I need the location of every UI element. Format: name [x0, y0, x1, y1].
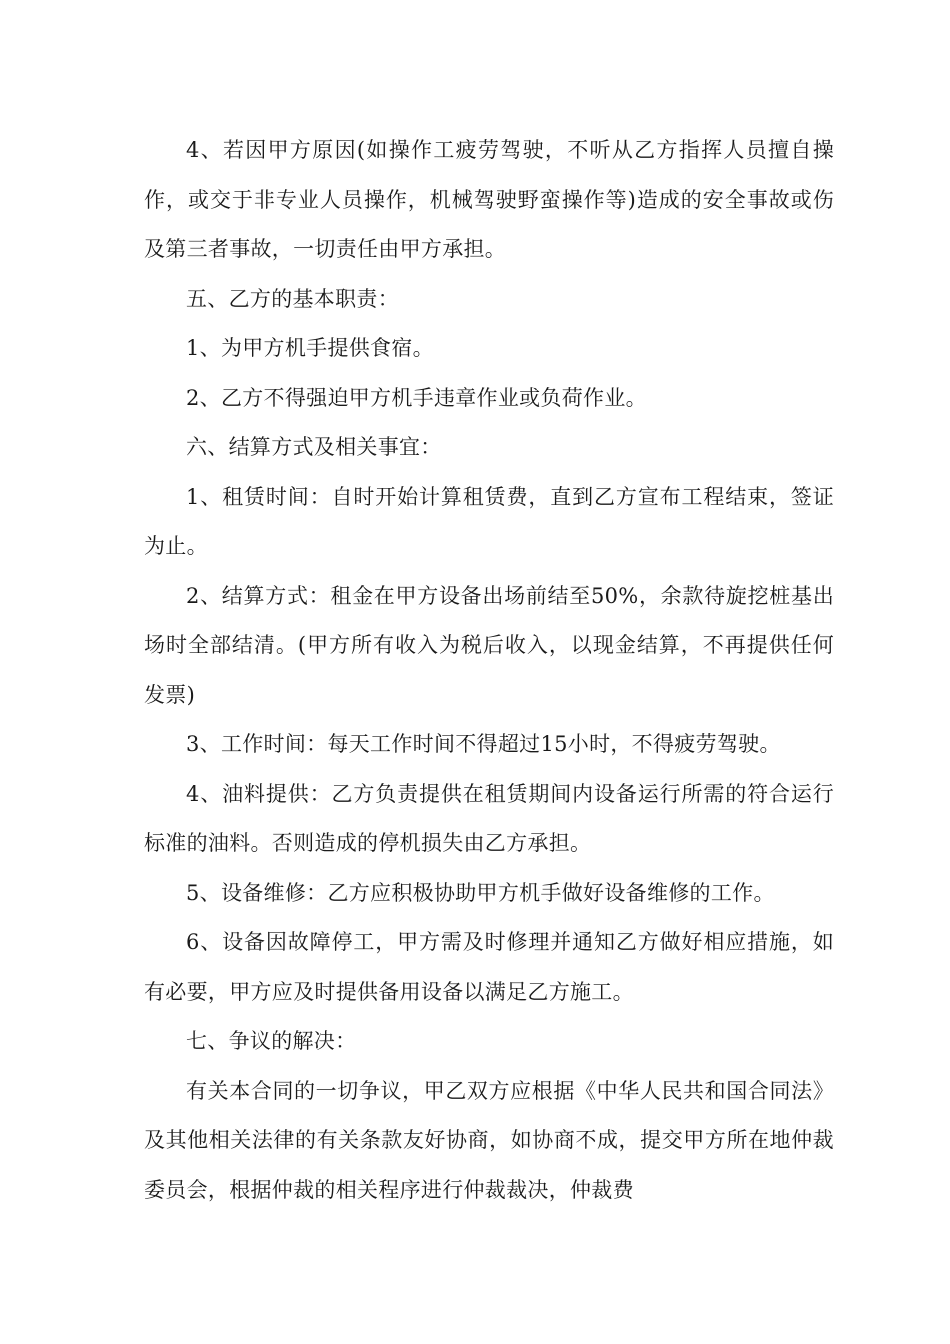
- heading-section-7: 七、争议的解决：: [186, 1029, 357, 1053]
- paragraph-clause-5-2: 2、乙方不得强迫甲方机手违章作业或负荷作业。: [186, 385, 647, 410]
- paragraph-clause-6-2: 2、结算方式：租金在甲方设备出场前结至50%，余款待旋挖桩基出场时全部结清。(甲方所有收入为税后收入，以现金结算，不再提供任何发票): [144, 583, 834, 707]
- paragraph-clause-6-4: 4、油料提供：乙方负责提供在租赁期间内设备运行所需的符合运行标准的油料。否则造成的停机损失由乙方承担。: [144, 781, 834, 855]
- heading-section-6: 六、结算方式及相关事宜：: [186, 435, 442, 459]
- paragraph-clause-6-1: 1、租赁时间：自时开始计算租赁费，直到乙方宣布工程结束，签证为止。: [144, 484, 834, 558]
- paragraph-clause-6-3: 3、工作时间：每天工作时间不得超过15小时，不得疲劳驾驶。: [186, 732, 781, 756]
- paragraph-clause-5-1: 1、为甲方机手提供食宿。: [186, 336, 434, 360]
- paragraph-clause-6-6: 6、设备因故障停工，甲方需及时修理并通知乙方做好相应措施，如有必要，甲方应及时提供备用设备以满足乙方施工。: [144, 930, 834, 1004]
- document-body: [144, 126, 834, 1215]
- paragraph-clause-6-5: 5、设备维修：乙方应积极协助甲方机手做好设备维修的工作。: [186, 880, 775, 905]
- heading-section-5: 五、乙方的基本职责：: [186, 286, 399, 311]
- paragraph-clause-4-safety: 4、若因甲方原因(如操作工疲劳驾驶，不听从乙方指挥人员擅自操作，或交于非专业人员操作，机械驾驶野蛮操作等)造成的安全事故或伤及第三者事故，一切责任由甲方承担。: [144, 138, 834, 261]
- paragraph-dispute-resolution: 有关本合同的一切争议，甲乙双方应根据《中华人民共和国合同法》及其他相关法律的有关条款友好协商，如协商不成，提交甲方所在地仲裁委员会，根据仲裁的相关程序进行仲裁裁决，仲裁费: [144, 1078, 834, 1202]
